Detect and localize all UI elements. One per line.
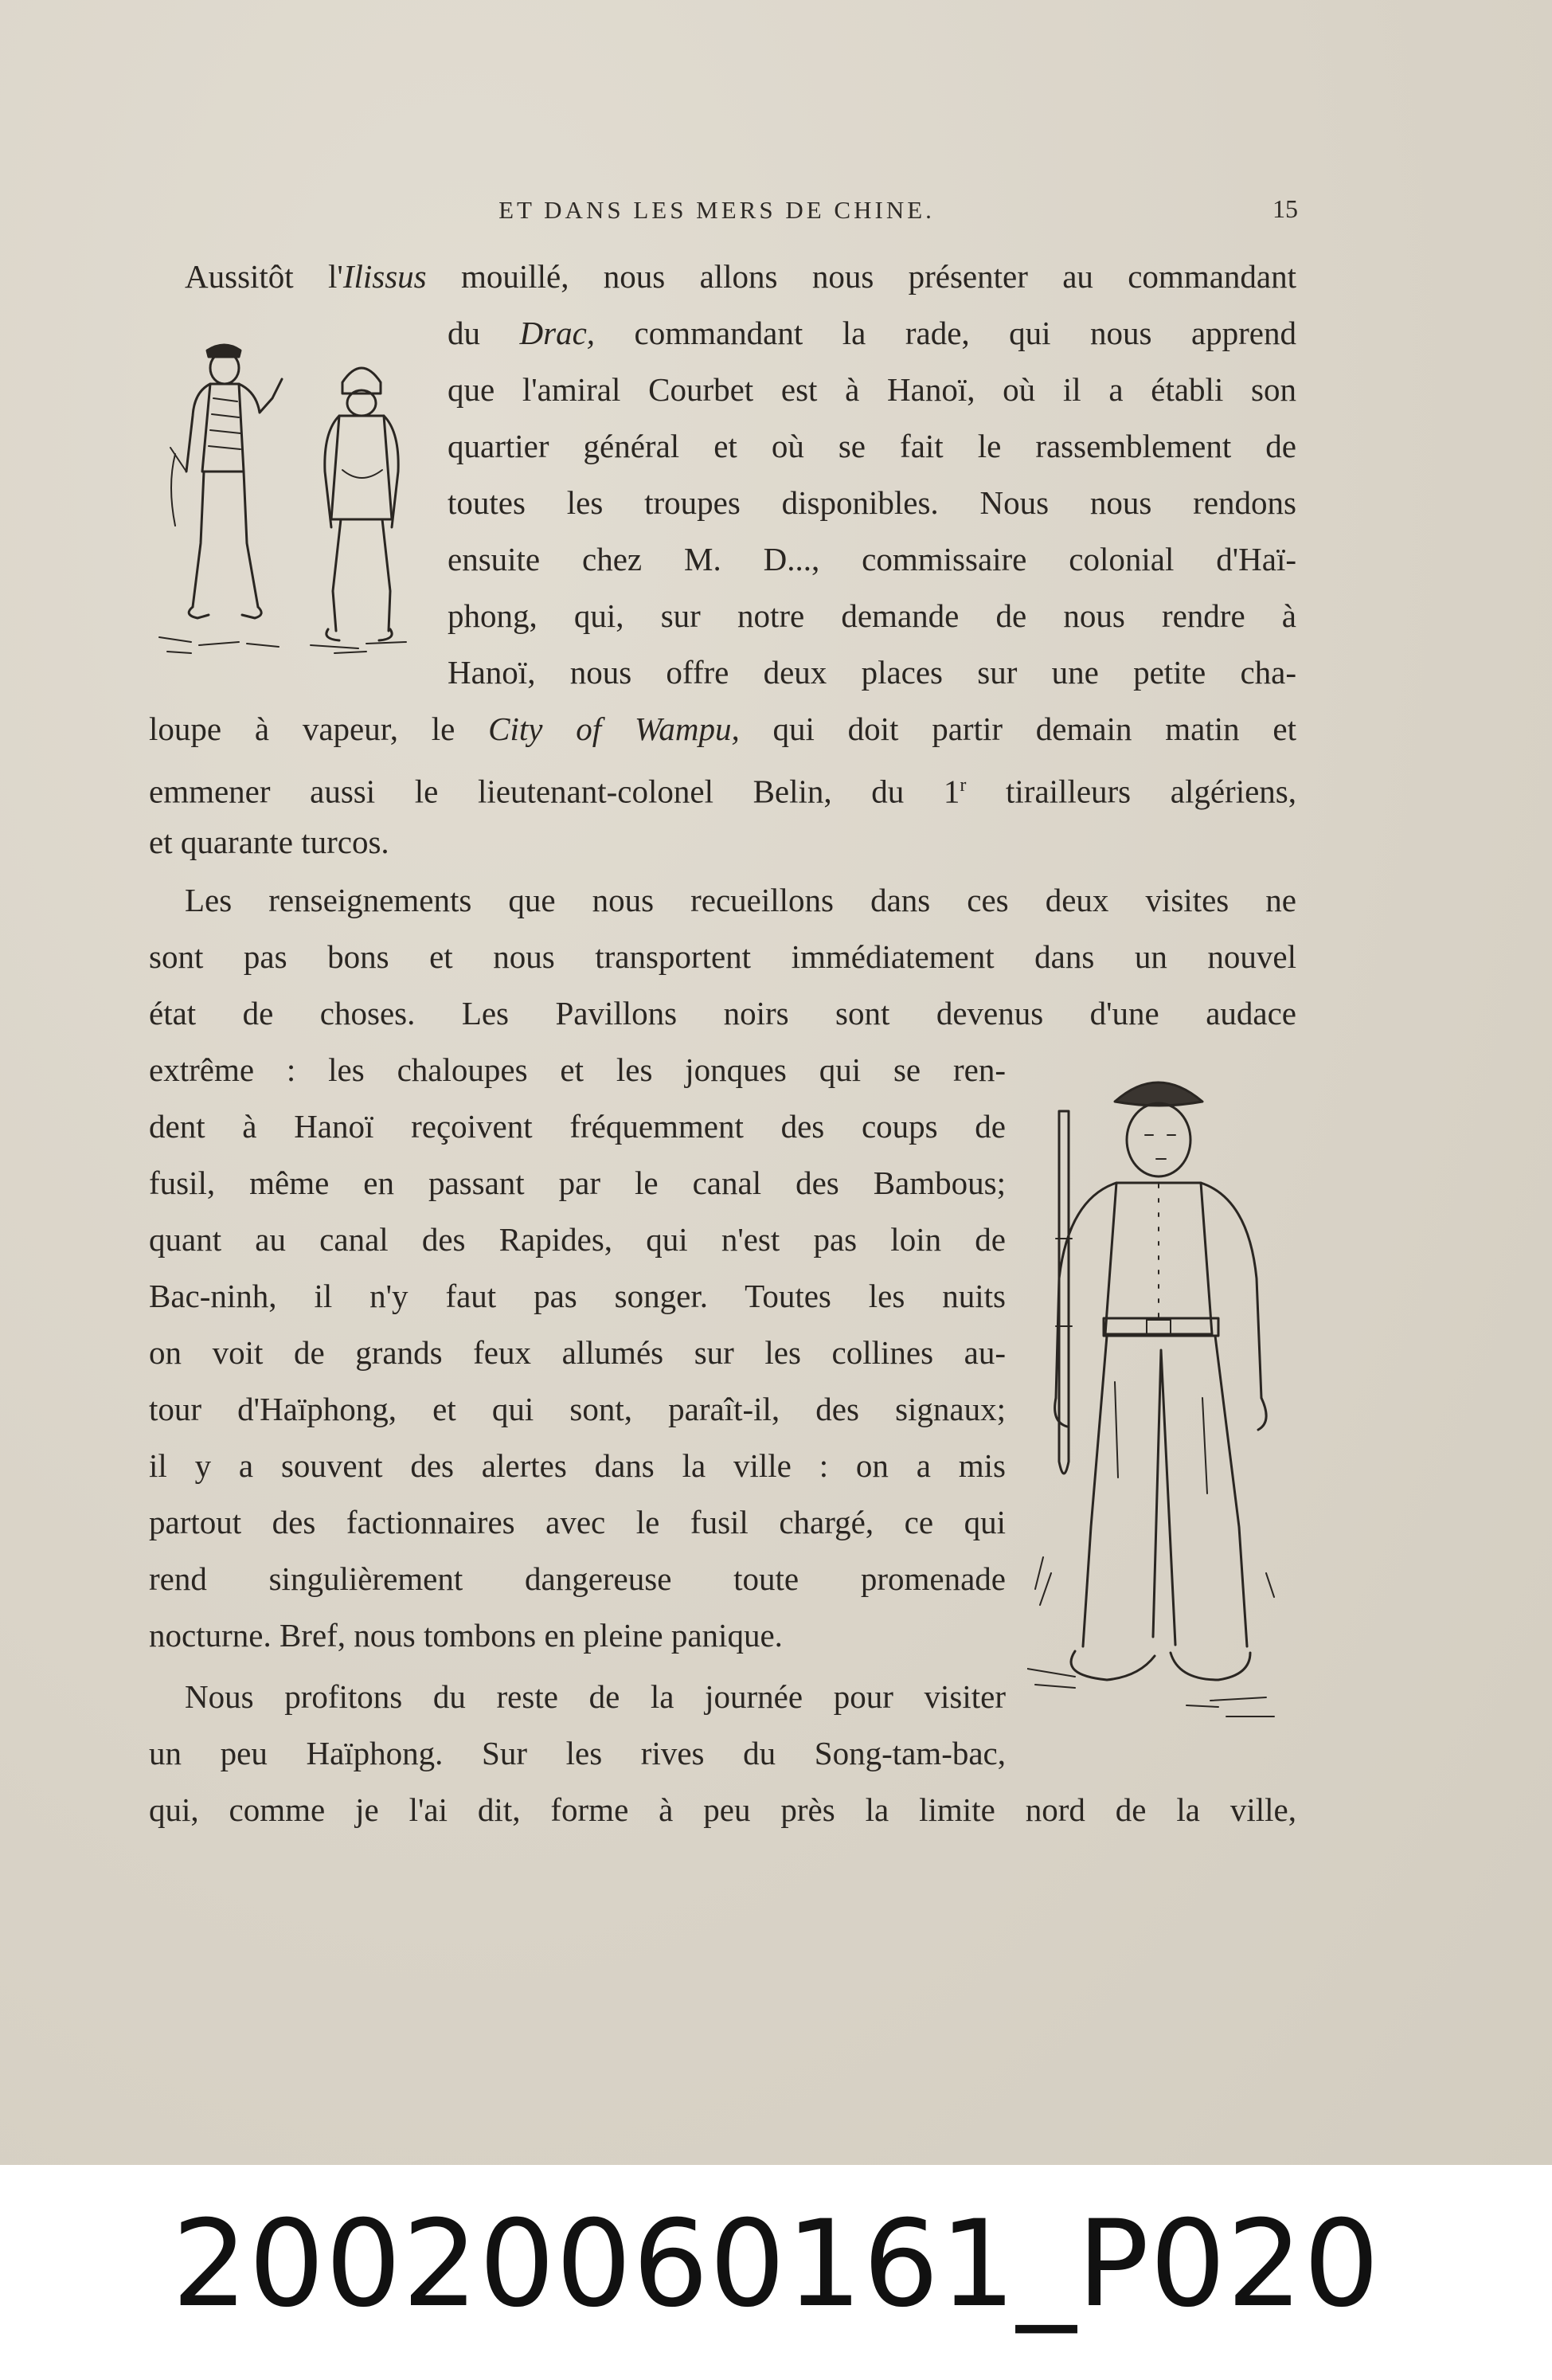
running-head: ET DANS LES MERS DE CHINE. [498, 196, 935, 224]
text-line: fusil, même en passant par le canal des Bambous; [149, 1165, 1006, 1201]
text-line: dent à Hanoï reçoivent fréquemment des coups de [149, 1108, 1006, 1145]
text-line: loupe à vapeur, le City of Wampu, qui doit partir demain matin et [149, 710, 1296, 747]
text-line: il y a souvent des alertes dans la ville : on a mis [149, 1447, 1006, 1484]
text-line: on voit de grands feux allumés sur les collines au- [149, 1334, 1006, 1371]
text-line: état de choses. Les Pavillons noirs sont devenus d'une audace [149, 995, 1296, 1031]
text-line: Nous profitons du reste de la journée pour visiter [185, 1678, 1006, 1715]
text-line: un peu Haïphong. Sur les rives du Song-tam-bac, [149, 1735, 1006, 1771]
text-line: extrême : les chaloupes et les jonques qui se ren- [149, 1051, 1006, 1088]
text-line: du Drac, commandant la rade, qui nous apprend [448, 315, 1296, 351]
text-line: nocturne. Bref, nous tombons en pleine panique. [149, 1617, 783, 1654]
page-number: 15 [1272, 194, 1298, 223]
text-line: tour d'Haïphong, et qui sont, paraît-il, des signaux; [149, 1391, 1006, 1427]
sentry-with-rifle-illustration [1027, 1063, 1298, 1756]
text-line: emmener aussi le lieutenant-colonel Belin, du 1$^r$ tirailleurs algériens, [149, 773, 1296, 810]
text-line: qui, comme je l'ai dit, forme à peu près la limite nord de la ville, [149, 1791, 1296, 1828]
text-line: ensuite chez M. D..., commissaire colonial d'Haï- [448, 541, 1296, 577]
text-line: Bac-ninh, il n'y faut pas songer. Toutes les nuits [149, 1278, 1006, 1314]
text-line: toutes les troupes disponibles. Nous nous rendons [448, 484, 1296, 521]
text-line: sont pas bons et nous transportent immédiatement dans un nouvel [149, 938, 1296, 975]
text-line: et quarante turcos. [149, 824, 389, 860]
text-line: partout des factionnaires avec le fusil chargé, ce qui [149, 1504, 1006, 1540]
text-line: quant au canal des Rapides, qui n'est pas loin de [149, 1221, 1006, 1258]
text-line: Les renseignements que nous recueillons dans ces deux visites ne [185, 882, 1296, 918]
text-line: quartier général et où se fait le rassemblement de [448, 428, 1296, 464]
accession-number: 20020060161_P020 [171, 2195, 1381, 2334]
two-soldiers-illustration [151, 327, 430, 677]
text-line: phong, qui, sur notre demande de nous rendre à [448, 597, 1296, 634]
text-line: rend singulièrement dangereuse toute promenade [149, 1560, 1006, 1597]
text-line: que l'amiral Courbet est à Hanoï, où il a établi son [448, 371, 1296, 408]
text-line: Hanoï, nous offre deux places sur une petite cha- [448, 654, 1296, 691]
text-line: Aussitôt l'Ilissus mouillé, nous allons nous présenter au commandant [185, 258, 1296, 295]
